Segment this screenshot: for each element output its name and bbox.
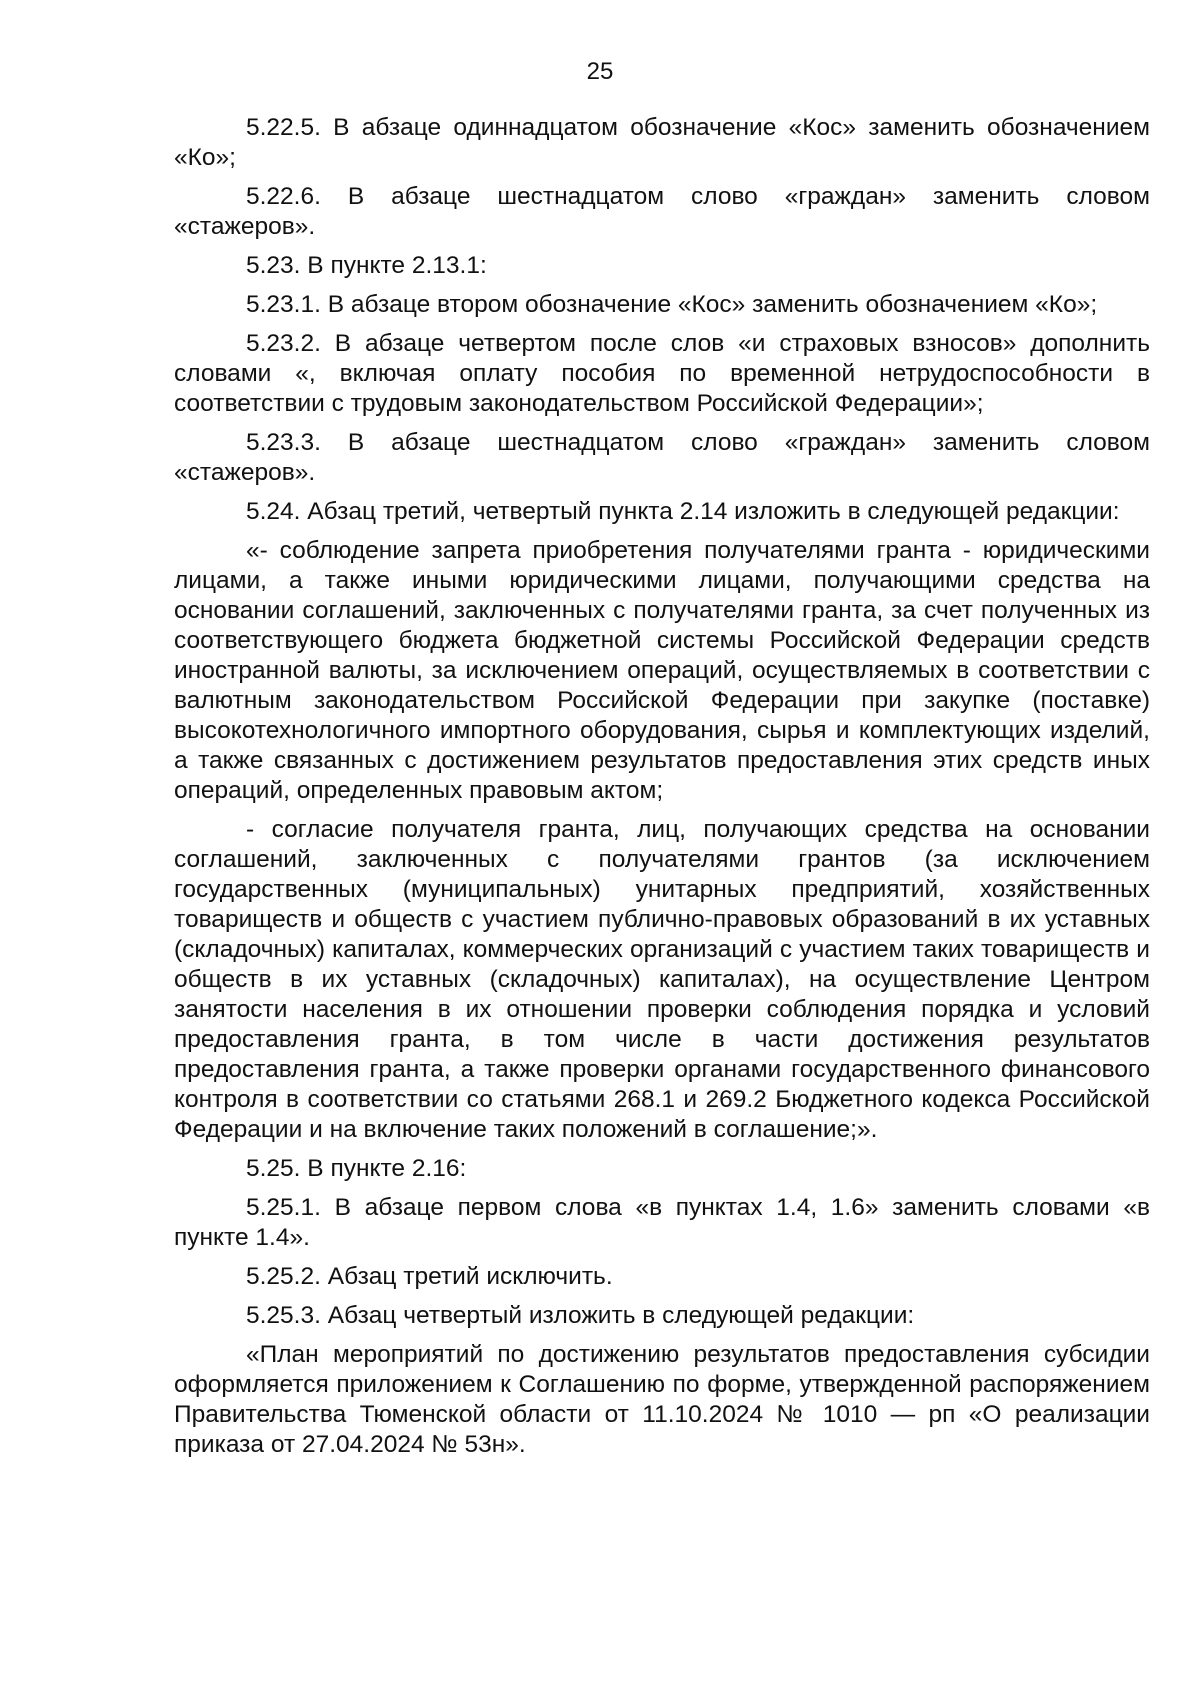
paragraph-5-23-3: 5.23.3. В абзаце шестнадцатом слово «граждан» заменить словом «стажеров».: [174, 429, 1150, 486]
document-body: [174, 113, 1150, 1469]
paragraph-5-22-5: 5.22.5. В абзаце одиннадцатом обозначение «Кос» заменить обозначением «Ко»;: [174, 114, 1150, 171]
page-number: 25: [586, 58, 614, 85]
paragraph-5-22-6: 5.22.6. В абзаце шестнадцатом слово «граждан» заменить словом «стажеров».: [174, 183, 1150, 240]
paragraph-5-25-2: 5.25.2. Абзац третий исключить.: [246, 1263, 613, 1290]
paragraph-5-23-1: 5.23.1. В абзаце втором обозначение «Кос» заменить обозначением «Ко»;: [246, 291, 1098, 318]
paragraph-5-24-quote-1: «- соблюдение запрета приобретения получателями гранта - юридическими лицами, а также иными юридическими лицами, получающими средства на основании соглашений, заключенных с получателями гранта, за счет полученных из соответствующего бюджета бюджетной системы Российской Федерации средств иностранной валюты, за исключением операций, осуществляемых в соответствии с валютным законодательством Российской Федерации при закупке (поставке) высокотехнологичного импортного оборудования, сырья и комплектующих изделий, а также связанных с достижением результатов предоставления этих средств иных операций, определенных правовым актом;: [174, 537, 1150, 804]
paragraph-5-23-2: 5.23.2. В абзаце четвертом после слов «и страховых взносов» дополнить словами «, включая оплату пособия по временной нетрудоспособности в соответствии с трудовым законодательством Российской Федерации»;: [174, 330, 1150, 417]
paragraph-5-25: 5.25. В пункте 2.16:: [246, 1155, 467, 1182]
paragraph-5-23: 5.23. В пункте 2.13.1:: [246, 252, 487, 279]
paragraph-5-24-quote-2: - согласие получателя гранта, лиц, получающих средства на основании соглашений, заключенных с получателями грантов (за исключением государственных (муниципальных) унитарных предприятий, хозяйственных товариществ и обществ с участием публично-правовых образований в их уставных (складочных) капиталах, коммерческих организаций с участием таких товариществ и обществ в их уставных (складочных) капиталах), на осуществление Центром занятости населения в их отношении проверки соблюдения порядка и условий предоставления гранта, в том числе в части достижения результатов предоставления гранта, а также проверки органами государственного финансового контроля в соответствии со статьями 268.1 и 269.2 Бюджетного кодекса Российской Федерации и на включение таких положений в соглашение;».: [174, 816, 1150, 1143]
paragraph-5-25-1: 5.25.1. В абзаце первом слова «в пунктах 1.4, 1.6» заменить словами «в пункте 1.4».: [174, 1194, 1150, 1251]
paragraph-5-25-3: 5.25.3. Абзац четвертый изложить в следующей редакции:: [246, 1302, 915, 1329]
paragraph-5-24: 5.24. Абзац третий, четвертый пункта 2.14 изложить в следующей редакции:: [246, 498, 1120, 525]
paragraph-5-25-3-quote: «План мероприятий по достижению результатов предоставления субсидии оформляется приложением к Соглашению по форме, утвержденной распоряжением Правительства Тюменской области от 11.10.2024 № 1010 — рп «О реализации приказа от 27.04.2024 № 53н».: [174, 1341, 1150, 1458]
